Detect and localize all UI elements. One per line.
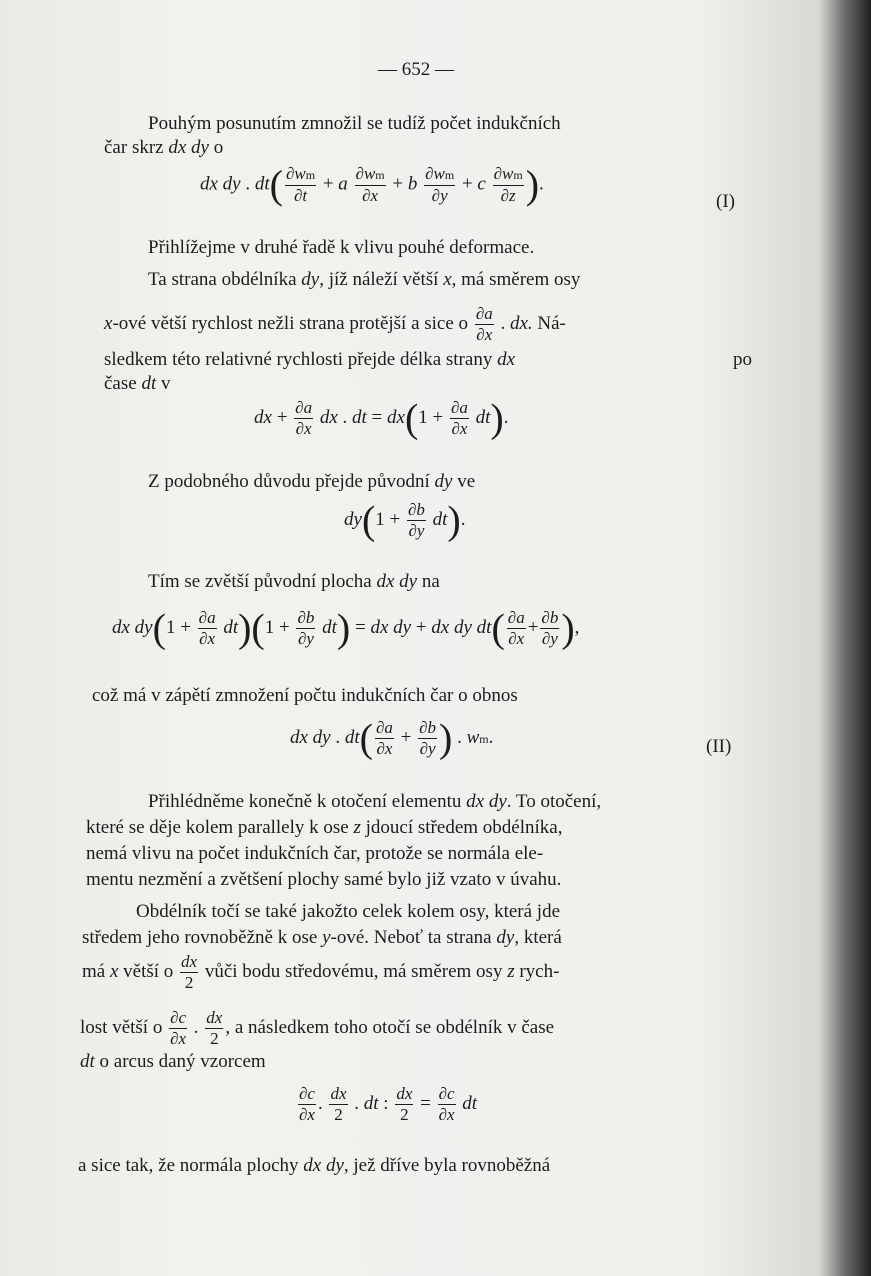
text-line: Z podobného důvodu přejde původní dy ve <box>148 471 476 492</box>
text-span: na <box>421 571 440 592</box>
text-line: Ta strana obdélníka dy, jíž náleží větší x, má směrem osy <box>148 269 581 290</box>
text-span: , a následkem toho otočí se obdélník v čase <box>225 1016 555 1038</box>
text-span: Obdélník točí se také jakožto celek kolem osy, která jde <box>136 901 561 922</box>
equation-2: dx dy . dt( $\frac{\partial a}{\partial x}$ + $\frac{\partial b}{\partial y}$ ) . wm. <box>290 715 494 761</box>
equation-dx: dx + $\frac{\partial a}{\partial x}$ dx . dt = dx(1 + $\frac{\partial a}{\partial x}$ dt). <box>254 395 509 441</box>
text-line: Přihlédněme konečně k otočení elementu dx dy. To otočení, <box>148 791 602 812</box>
text-span: ve <box>457 471 476 492</box>
text-span: větší o <box>123 960 174 982</box>
text-span: čar skrz <box>104 137 164 158</box>
text-span: po <box>733 349 752 370</box>
text-span: rych- <box>519 960 560 982</box>
text-span: které se děje kolem parallely k ose <box>86 817 349 838</box>
text-span: Ná- <box>537 312 566 334</box>
text-line: čar skrz dx dy o <box>104 137 224 158</box>
text-span: , která <box>514 927 562 948</box>
text-span: Z podobného důvodu přejde původní <box>148 471 430 492</box>
text-span: Ta strana obdélníka <box>148 269 297 290</box>
text-span: lost větší o <box>80 1016 163 1038</box>
equation-dy: dy(1 + $\frac{\partial b}{\partial y}$ dt). <box>344 497 466 543</box>
text-span: čase <box>104 373 137 394</box>
text-span: . To otočení, <box>506 791 602 812</box>
equation-label: (I) <box>716 191 735 212</box>
text-line <box>148 112 752 136</box>
text-span: což má v zápětí zmnožení počtu indukčních čar o obnos <box>92 685 518 706</box>
text-line: lost větší o $\frac{\partial c}{\partial x}$ . $\frac{dx}{2}$ , a následkem toho otočí se obdélník v čase <box>80 1008 555 1048</box>
text-line: x-ové větší rychlost nežli strana protější a sice o $\frac{\partial a}{\partial x}$ . dx. Ná- <box>104 304 566 344</box>
text-span: sledkem této relativné rychlosti přejde délka strany <box>104 349 493 370</box>
text-span: , má směrem osy <box>451 269 581 290</box>
equation-rotation: $\frac{\partial c}{\partial x}$ . $\frac{dx}{2}$ . dt : $\frac{dx}{2}$ = $\frac{\partial c}{\partial x}$ dt <box>299 1084 478 1124</box>
text-span: mentu nezmění a zvětšení plochy samé bylo již vzato v úvahu. <box>86 869 562 890</box>
text-line <box>136 900 560 924</box>
equation-area: dx dy(1 + $\frac{\partial a}{\partial x}$ dt)(1 + $\frac{\partial b}{\partial y}$ dt) = dx dy + dx dy dt( $\frac{\partial a}{\partial x}$ + $\frac{\partial b}{\partial y}$ ), <box>112 605 580 651</box>
page-number: — 652 — <box>378 59 454 80</box>
text-span: o <box>213 137 224 158</box>
text-line: dt o arcus daný vzorcem <box>80 1051 266 1072</box>
text-span: Tím se zvětší původní plocha <box>148 571 372 592</box>
text-line: a sice tak, že normála plochy dx dy, jež dříve byla rovnoběžná <box>78 1155 551 1176</box>
text-span: , jíž náleží větší <box>319 269 439 290</box>
text-span: v <box>160 373 171 394</box>
text-span: a sice tak, že normála plochy <box>78 1155 299 1176</box>
text-line: čase dt v <box>104 373 171 394</box>
text-span: Pouhým posunutím zmnožil se tudíž počet indukčních <box>148 113 561 134</box>
text-span: o arcus daný vzorcem <box>99 1051 266 1072</box>
text-line: má x větší o $\frac{dx}{2}$ vůči bodu středovému, má směrem osy z rych- <box>82 952 560 992</box>
text-line: které se děje kolem parallely k ose z jdoucí středem obdélníka, <box>86 817 563 838</box>
text-span: Přihlédněme konečně k otočení elementu <box>148 791 462 812</box>
text-span: -ové. Neboť ta strana <box>330 927 492 948</box>
text-line: středem jeho rovnoběžně k ose y-ové. Neboť ta strana dy, která <box>82 927 562 948</box>
equation-label: (II) <box>706 736 732 757</box>
text-span: středem jeho rovnoběžně k ose <box>82 927 318 948</box>
text-span: jdoucí středem obdélníka, <box>365 817 563 838</box>
text-line <box>86 842 736 866</box>
text-line: Tím se zvětší původní plocha dx dy na <box>148 571 440 592</box>
text-line <box>86 868 561 892</box>
text-line <box>148 236 534 260</box>
text-span: vůči bodu středovému, má směrem osy <box>204 960 503 982</box>
text-span: má <box>82 960 106 982</box>
text-span: -ové větší rychlost nežli strana protější a sice o <box>112 312 469 334</box>
text-line: sledkem této relativné rychlosti přejde délka strany dx po <box>104 349 752 370</box>
text-span: , jež dříve byla rovnoběžná <box>343 1155 551 1176</box>
equation-1: dx dy . dt( $\frac{\partial wm}{\partial t}$ + a $\frac{\partial wm}{\partial x}$ + b $\frac{\partial wm}{\partial y}$ + c $\frac{\partial wm}{\partial z}$ ). <box>200 162 544 207</box>
text-span: nemá vlivu na počet indukčních čar, protože se normála ele- <box>86 843 544 864</box>
text-span: Přihlížejme v druhé řadě k vlivu pouhé deformace. <box>148 237 535 258</box>
text-line <box>92 684 518 708</box>
